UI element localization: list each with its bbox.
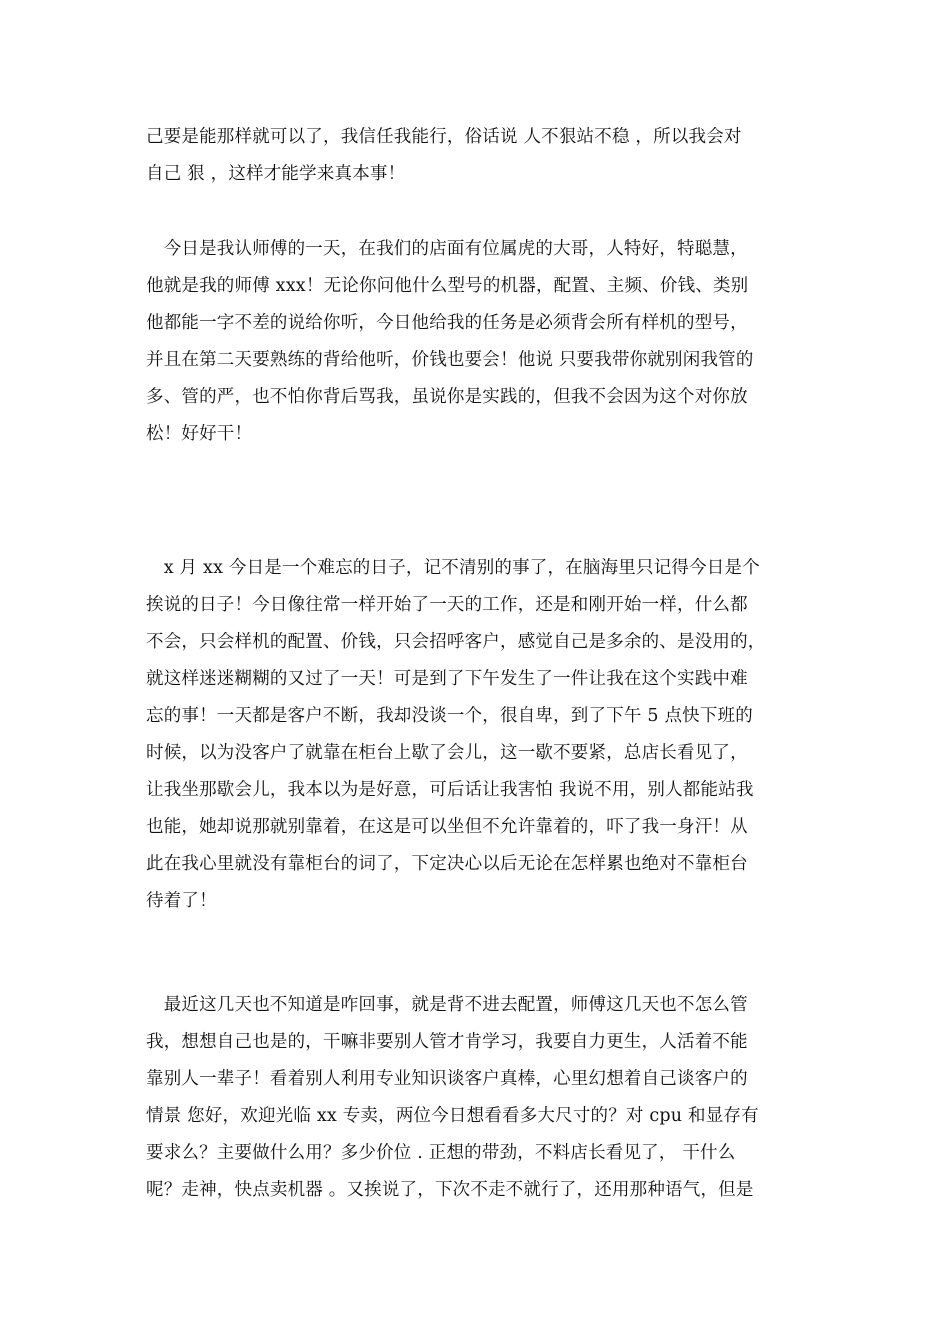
text-line: 不会，只会样机的配置、价钱，只会招呼客户，感觉自己是多余的、是没用的， — [146, 632, 766, 652]
text-line: 时候，以为没客户了就靠在柜台上歇了会儿，这一歇不要紧，总店长看见了， — [146, 743, 748, 763]
text-line: 多、管的严，也不怕你背后骂我，虽说你是实践的，但我不会因为这个对你放 — [146, 387, 748, 407]
paragraph-4 — [146, 987, 810, 1209]
text-line: 他都能一字不差的说给你听，今日他给我的任务是必须背会所有样机的型号， — [146, 313, 748, 333]
text-line: 让我坐那歇会儿，我本以为是好意，可后话让我害怕 我说不用，别人都能站我 — [146, 780, 754, 800]
text-line: 松！好好干！ — [146, 424, 253, 444]
text-line: 此在我心里就没有靠柜台的词了，下定决心以后无论在怎样累也绝对不靠柜台 — [146, 854, 748, 874]
text-line: 他就是我的师傅 xxx！无论你问他什么型号的机器，配置、主频、价钱、类别 — [146, 276, 749, 296]
text-line: 呢？走神，快点卖机器 。又挨说了，下次不走不就行了，还用那种语气，但是 — [146, 1180, 754, 1200]
text-line: 要求么？主要做什么用？多少价位 . 正想的带劲，不料店长看见了， 干什么 — [146, 1143, 736, 1163]
text-line: 待着了！ — [146, 891, 217, 911]
paragraph-2 — [146, 231, 810, 453]
paragraph-3 — [146, 550, 810, 920]
text-line: 并且在第二天要熟练的背给他听，价钱也要会！他说 只要我带你就别闲我管的 — [146, 350, 754, 370]
text-line: 忘的事！一天都是客户不断，我却没谈一个，很自卑，到了下午 5 点快下班的 — [146, 706, 753, 726]
text-line: 就这样迷迷糊糊的又过了一天！可是到了下午发生了一件让我在这个实践中难 — [146, 669, 748, 689]
paragraph-1 — [146, 119, 810, 193]
text-line: 自己 狠 ，这样才能学来真本事！ — [146, 164, 406, 184]
text-line: 情景 您好，欢迎光临 xx 专卖，两位今日想看看多大尺寸的？对 cpu 和显存有 — [146, 1106, 759, 1126]
text-line: 我，想想自己也是的，干嘛非要别人管才肯学习，我要自力更生，人活着不能 — [146, 1032, 748, 1052]
text-line: x 月 xx 今日是一个难忘的日子，记不清别的事了，在脑海里只记得今日是个 — [146, 558, 760, 578]
text-line: 今日是我认师傅的一天，在我们的店面有位属虎的大哥，人特好，特聪慧， — [146, 239, 748, 259]
text-line: 己要是能那样就可以了，我信任我能行，俗话说 人不狠站不稳 ，所以我会对 — [146, 127, 742, 147]
text-line: 也能，她却说那就别靠着，在这是可以坐但不允许靠着的，吓了我一身汗！从 — [146, 817, 748, 837]
text-line: 最近这几天也不知道是咋回事，就是背不进去配置，师傅这几天也不怎么管 — [146, 995, 748, 1015]
text-line: 挨说的日子！今日像往常一样开始了一天的工作，还是和刚开始一样，什么都 — [146, 595, 748, 615]
text-line: 靠别人一辈子！看着别人利用专业知识谈客户真棒，心里幻想着自己谈客户的 — [146, 1069, 748, 1089]
